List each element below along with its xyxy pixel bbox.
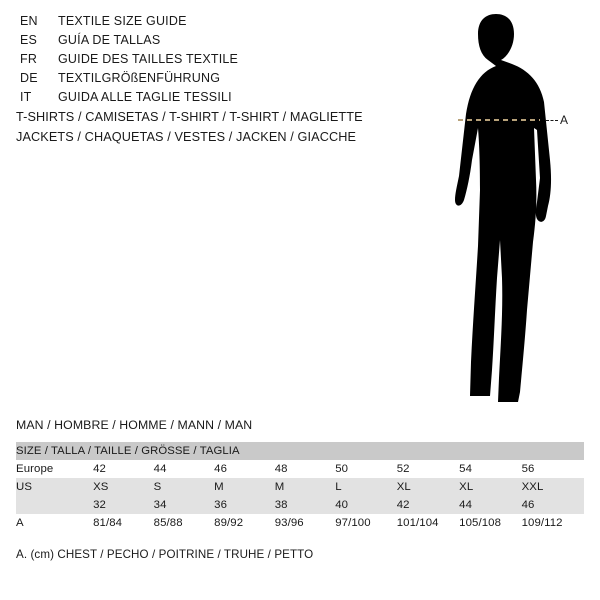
language-title: GUÍA DE TALLAS	[58, 33, 161, 47]
male-silhouette-icon	[400, 10, 600, 410]
cell: XL	[459, 478, 521, 496]
cell: M	[275, 478, 336, 496]
cell: 46	[522, 496, 584, 514]
footnote: A. (cm) CHEST / PECHO / POITRINE / TRUHE / PETTO	[16, 548, 314, 561]
cell: 85/88	[154, 514, 215, 532]
cell: 97/100	[335, 514, 396, 532]
size-table	[16, 442, 584, 532]
cell: 54	[459, 460, 521, 478]
row-label: A	[16, 514, 93, 532]
language-code: DE	[20, 71, 38, 85]
cell: 48	[275, 460, 336, 478]
cell: 38	[275, 496, 336, 514]
cell: S	[154, 478, 215, 496]
cell: 81/84	[93, 514, 154, 532]
language-row	[20, 90, 370, 109]
cell: XXL	[522, 478, 584, 496]
language-title: GUIDA ALLE TAGLIE TESSILI	[58, 90, 232, 104]
language-code: FR	[20, 52, 38, 66]
language-list	[20, 14, 370, 109]
table-row	[16, 460, 584, 478]
language-row	[20, 33, 370, 52]
table-header-label: SIZE / TALLA / TAILLE / GRÖSSE / TAGLIA	[16, 442, 584, 460]
cell: 46	[214, 460, 275, 478]
cell: 89/92	[214, 514, 275, 532]
cell: 50	[335, 460, 396, 478]
table-row	[16, 478, 584, 496]
language-code: ES	[20, 33, 38, 47]
measure-label-a: A	[560, 113, 569, 127]
row-label: US	[16, 478, 93, 496]
cell: 40	[335, 496, 396, 514]
language-title: GUIDE DES TAILLES TEXTILE	[58, 52, 239, 66]
cell: 36	[214, 496, 275, 514]
cell: XS	[93, 478, 154, 496]
row-label: Europe	[16, 460, 93, 478]
cell: 101/104	[397, 514, 459, 532]
measure-leader-line	[546, 120, 558, 121]
cell: 52	[397, 460, 459, 478]
language-title: TEXTILGRÖßENFÜHRUNG	[58, 71, 221, 85]
table-row	[16, 514, 584, 532]
cell: 44	[154, 460, 215, 478]
cell: 105/108	[459, 514, 521, 532]
figure-illustration	[400, 10, 600, 410]
language-title: TEXTILE SIZE GUIDE	[58, 14, 187, 28]
table-row	[16, 496, 584, 514]
category-jackets: JACKETS / CHAQUETAS / VESTES / JACKEN / GIACCHE	[16, 130, 357, 144]
cell: 109/112	[522, 514, 584, 532]
row-label	[16, 496, 93, 514]
cell: 34	[154, 496, 215, 514]
language-row	[20, 71, 370, 90]
cell: L	[335, 478, 396, 496]
cell: 44	[459, 496, 521, 514]
category-list	[16, 110, 416, 150]
cell: XL	[397, 478, 459, 496]
table-title: MAN / HOMBRE / HOMME / MANN / MAN	[16, 418, 253, 432]
language-code: EN	[20, 14, 38, 28]
language-row	[20, 14, 370, 33]
cell: M	[214, 478, 275, 496]
language-row	[20, 52, 370, 71]
cell: 32	[93, 496, 154, 514]
cell: 42	[93, 460, 154, 478]
cell: 93/96	[275, 514, 336, 532]
table-row-header	[16, 442, 584, 460]
cell: 56	[522, 460, 584, 478]
category-tshirts: T-SHIRTS / CAMISETAS / T-SHIRT / T-SHIRT / MAGLIETTE	[16, 110, 363, 124]
cell: 42	[397, 496, 459, 514]
language-code: IT	[20, 90, 32, 104]
